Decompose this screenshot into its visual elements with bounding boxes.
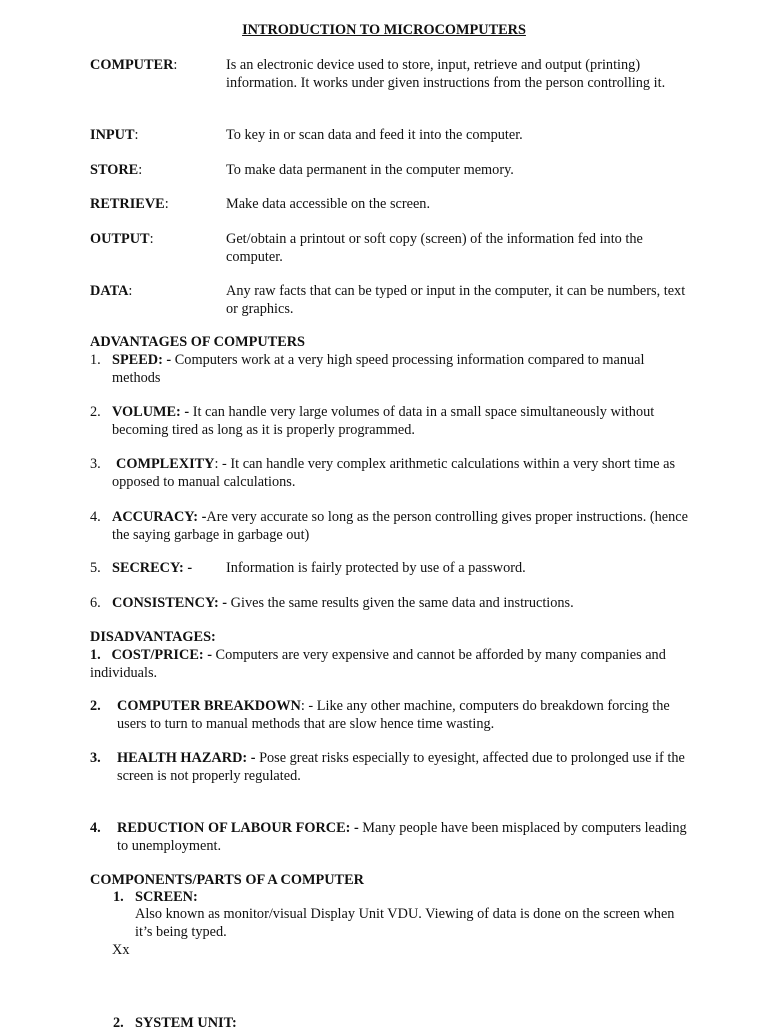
advantage-item-complexity: COMPLEXITY: - It can handle very complex arithmetic calculations within a very short time as opposed to manual calculations. — [112, 456, 676, 490]
advantage-number: 2. — [90, 404, 101, 420]
definition-data: Any raw facts that can be typed or input in the computer, it can be numbers, text or graphics. — [226, 283, 686, 317]
advantages-heading: ADVANTAGES OF COMPUTERS — [90, 334, 306, 350]
advantage-item-secrecy-label: SECRECY: - — [112, 560, 193, 576]
term-output: OUTPUT: — [90, 231, 154, 247]
advantage-item-volume: VOLUME: - It can handle very large volumes of data in a small space simultaneously without becoming tired as long as it is properly programmed. — [112, 404, 655, 438]
component-number: 1. — [113, 889, 124, 905]
disadvantages-heading: DISADVANTAGES: — [90, 629, 216, 645]
definition-input: To key in or scan data and feed it into the computer. — [226, 127, 523, 143]
term-retrieve: RETRIEVE: — [90, 196, 169, 212]
term-store: STORE: — [90, 162, 143, 178]
term-computer: COMPUTER: — [90, 57, 178, 73]
disadvantage-item-cost: 1. COST/PRICE: - Computers are very expensive and cannot be afforded by many companies and individuals. — [90, 647, 666, 681]
disadvantage-item-labour: REDUCTION OF LABOUR FORCE: - Many people have been misplaced by computers leading to unemployment. — [117, 820, 687, 854]
definition-retrieve: Make data accessible on the screen. — [226, 196, 431, 212]
disadvantage-item-breakdown: COMPUTER BREAKDOWN: - Like any other machine, computers do breakdown forcing the users to turn to manual methods that are slow hence time wasting. — [117, 698, 670, 732]
component-text-screen: Also known as monitor/visual Display Unit VDU. Viewing of data is done on the screen when it’s being typed. — [135, 906, 675, 940]
advantage-item-accuracy: ACCURACY: -Are very accurate so long as the person controlling gives proper instructions. (hence the saying garbage in garbage out) — [112, 509, 688, 543]
page-title: INTRODUCTION TO MICROCOMPUTERS — [242, 22, 526, 38]
disadvantage-number: 2. — [90, 698, 101, 714]
advantage-number: 4. — [90, 509, 101, 525]
advantage-item-consistency: CONSISTENCY: - Gives the same results given the same data and instructions. — [112, 595, 574, 611]
components-heading: COMPONENTS/PARTS OF A COMPUTER — [90, 872, 364, 888]
advantage-item-secrecy-text: Information is fairly protected by use of a password. — [226, 560, 526, 576]
advantage-item-speed: SPEED: - Computers work at a very high speed processing information compared to manual methods — [112, 352, 645, 386]
advantage-number: 6. — [90, 595, 101, 611]
term-data: DATA: — [90, 283, 133, 299]
definition-output: Get/obtain a printout or soft copy (screen) of the information fed into the computer. — [226, 231, 643, 265]
definition-store: To make data permanent in the computer memory. — [226, 162, 514, 178]
definition-computer: Is an electronic device used to store, input, retrieve and output (printing) information. It works under given instructions from the person controlling it. — [226, 57, 666, 91]
advantage-number: 3. — [90, 456, 101, 472]
component-number: 2. — [113, 1015, 124, 1031]
term-input: INPUT: — [90, 127, 139, 143]
disadvantage-number: 3. — [90, 750, 101, 766]
disadvantage-item-health: HEALTH HAZARD: - Pose great risks especially to eyesight, affected due to prolonged use if the screen is not properly regulated. — [117, 750, 685, 784]
advantage-number: 1. — [90, 352, 101, 368]
disadvantage-number: 4. — [90, 820, 101, 836]
component-label-screen: SCREEN: — [135, 889, 198, 905]
component-label-system-unit: SYSTEM UNIT: — [135, 1015, 237, 1031]
component-note: Xx — [112, 942, 130, 958]
advantage-number: 5. — [90, 560, 101, 576]
